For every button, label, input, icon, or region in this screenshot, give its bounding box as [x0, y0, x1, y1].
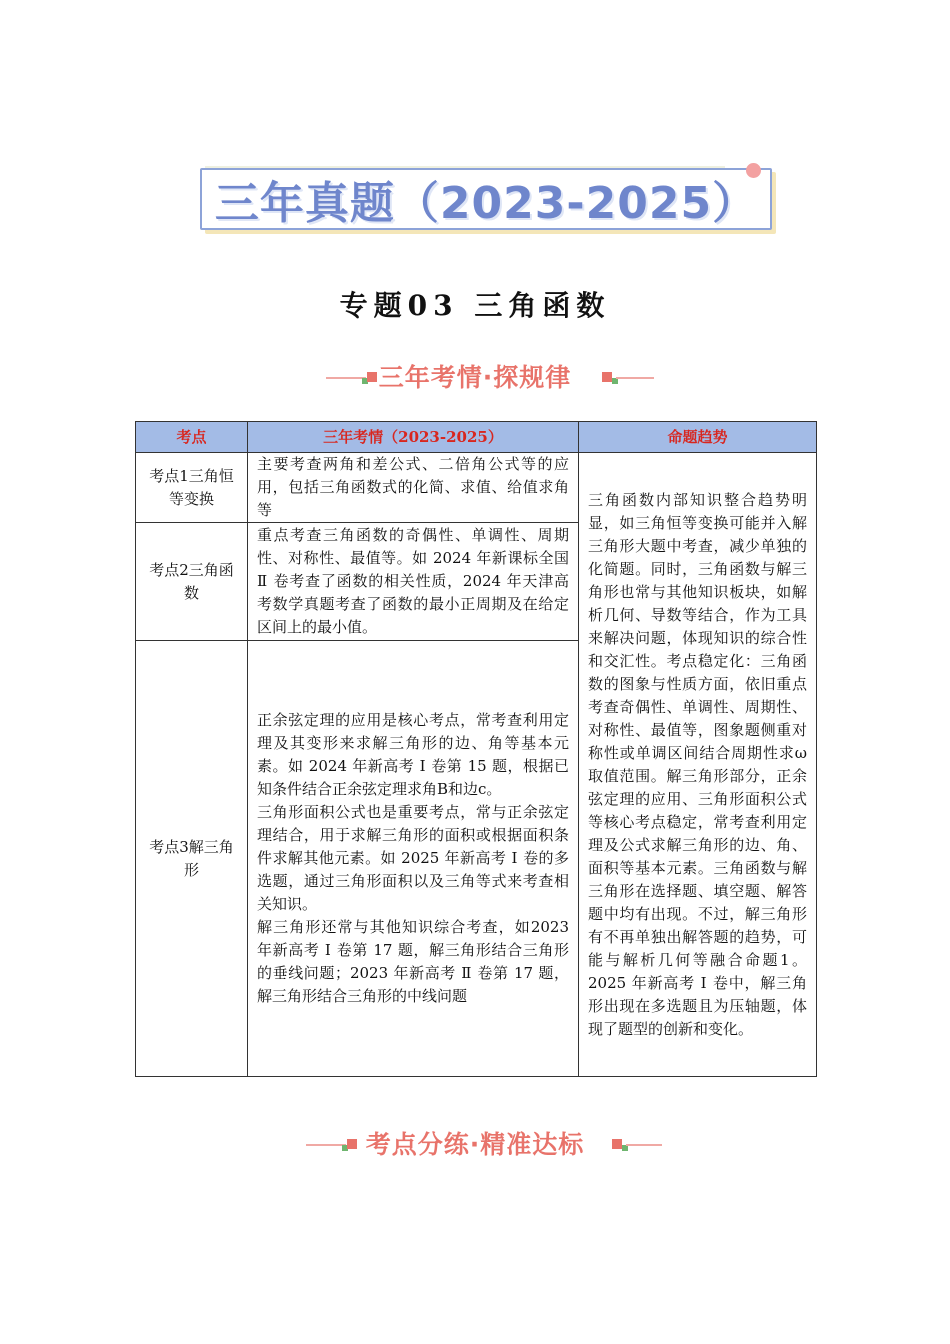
point-cell: 考点2三角函数	[136, 523, 248, 641]
situation-text: 主要考查两角和差公式、二倍角公式等的应用，包括三角函数式的化简、求值、给值求角等	[257, 455, 569, 519]
divider-line	[626, 1144, 662, 1146]
situation-text: 正余弦定理的应用是核心考点，常考查利用定理及其变形来求解三角形的边、角等基本元素。如 2024 年新高考 Ⅰ 卷第 15 题，根据已知条件结合正余弦定理求角B和边c。	[257, 711, 569, 798]
trend-text: 三角函数内部知识整合趋势明显，如三角恒等变换可能并入解三角形大题中考查，减少单独的化简题。同时，三角函数与解三角形也常与其他知识板块，如解析几何、导数等结合，作为工具来解决问题，体现知识的综合性和交汇性。考点稳定化：三角函数的图象与性质方面，依旧重点考查奇偶性、单调性、周期性、对称性、最值等，图象题侧重对称性或单调区间结合周期性求ω取值范围。解三角形部分，正余弦定理的应用、三角形面积公式等核心考点稳定，常考查利用定理及公式求解三角形的边、角、面积等基本元素。三角函数与解三角形在选择题、填空题、解答题中均有出现。不过，解三角形有不再单独出解答题的趋势，可能与解析几何等融合命题1。2025 年新高考 Ⅰ 卷中，解三角形出现在多选题且为压轴题，体现了题型的创新和变化。	[588, 490, 807, 1038]
situation-cell	[248, 453, 579, 523]
point-cell: 考点1三角恒等变换	[136, 453, 248, 523]
section-title: 三年考情·探规律	[378, 363, 572, 392]
header-cell: 命题趋势	[579, 422, 817, 453]
section-header-trends	[0, 358, 950, 398]
exam-analysis-table	[135, 421, 817, 1077]
divider-line	[616, 377, 654, 379]
banner-box	[200, 168, 772, 230]
table-row	[136, 453, 817, 523]
trend-cell	[579, 453, 817, 1077]
situation-cell	[248, 523, 579, 641]
situation-text: 解三角形还常与其他知识综合考查，如2023 年新高考 Ⅰ 卷第 17 题，解三角形结合三角形的垂线问题；2023 年新高考 Ⅱ 卷第 17 题，解三角形结合三角形的中线问题	[257, 918, 569, 1005]
point-cell: 考点3解三角形	[136, 641, 248, 1077]
decor-square-icon	[602, 372, 612, 382]
situation-cell	[248, 641, 579, 1077]
banner	[200, 168, 772, 230]
topic-title: 专题03 三角函数	[339, 289, 611, 322]
banner-title: 三年真题（2023-2025）	[214, 178, 758, 229]
situation-text: 三角形面积公式也是重要考点，常与正余弦定理结合，用于求解三角形的面积或根据面积条件求解其他元素。如 2025 年新高考 Ⅰ 卷的多选题，通过三角形面积以及三角等式来考查相关知识。	[257, 803, 569, 913]
section-header-practice	[0, 1125, 950, 1165]
situation-text: 重点考查三角函数的奇偶性、单调性、周期性、对称性、最值等。如 2024 年新课标全国 Ⅱ 卷考查了函数的相关性质，2024 年天津高考数学真题考查了函数的最小正周期及在给定区间上的最小值。	[257, 526, 569, 636]
table-header-row	[136, 422, 817, 453]
header-cell: 三年考情（2023-2025）	[248, 422, 579, 453]
section-title: 考点分练·精准达标	[365, 1130, 585, 1159]
banner-dot-icon	[746, 163, 761, 178]
decor-square-icon	[612, 1139, 622, 1149]
header-cell: 考点	[136, 422, 248, 453]
